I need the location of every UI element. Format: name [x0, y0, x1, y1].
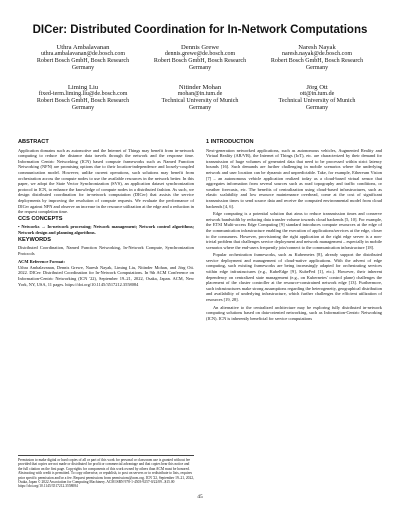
author-block — [28, 44, 138, 72]
author-country: Germany — [305, 105, 329, 111]
author-email[interactable]: uthra.ambalavanan@de.bosch.com — [41, 51, 125, 57]
intro-paragraph: Edge computing is a potential solution that aims to reduce transmission times and conserve network bandwidth by reducing data transfer volume towards cloud backends [5, 10]. For example, the ETSI Multi-access Edge Computing [9] standard introduces compute resources at the edge of the communication infrastructure enabling the execution of applications/services at the edge, closer to the consumers. However, provisioning the right application at the right edge server is a non-trivial problem that challenges service deployment and network management – especially in mobile scenarios where the end-users frequently join/connect to the communication infrastructure [18]. — [206, 211, 382, 250]
author-block — [262, 84, 372, 112]
author-email[interactable]: dennis.grewe@de.bosch.com — [164, 51, 236, 57]
author-block — [145, 84, 255, 112]
author-affiliation: Robert Bosch GmbH, Bosch Research — [36, 98, 130, 104]
author-country: Germany — [305, 65, 329, 71]
intro-paragraph: Next-generation networked applications, such as autonomous vehicles, Augmented Reality and Virtual Reality (AR/VR), the Internet of Things (IoT), etc. are characterized by their demand for transmission of huge volumes of generated data that need to be processed within strict latency bounds [16]. Such demands are further challenging in mobile scenarios where the underlying network and user location can be dynamic and unpredictable. Take, for example, Ethereum Vision [7] – an autonomous vehicle application realized today as a cloud-based virtual sensor that aggregates information from several sources such as road topography and traffic conditions, or weather forecasts, etc. The benefits of centralization using cloud-based infrastructures, such as elastic scalability and low resource maintenance overhead, come at the cost of significant transmission times to send source data and receive the computed environmental model from cloud backends [4, 6]. — [206, 147, 382, 209]
acm-reference-text: Uthra Ambalavanan, Dennis Grewe, Naresh Nayak, Liming Liu, Nitinder Mohan, and Jörg Ott. 2022. DICer: Distributed Coordination for In-Network Computations. In 9th ACM Conference on Information-Centric Networking (ICN '22), September 19–21, 2022, Osaka, Japan. ACM, New York, NY, USA, 11 pages. https://doi.org/10.1145/3517212.3558084 — [18, 264, 194, 287]
author-name: Jörg Ott — [306, 84, 328, 91]
author-name: Liming Liu — [67, 84, 99, 91]
author-country: Germany — [188, 65, 212, 71]
author-row-2 — [28, 84, 372, 112]
ccs-heading: CCS CONCEPTS — [18, 215, 63, 222]
permission-footnote: Permission to make digital or hard copies of all or part of this work for personal or classroom use is granted without fee provided that copies are not made or distributed for profit or commercial advantage and that copies bear this notice and the full citation on the first page. Copyrights for components of this work owned by others than ACM must be honored. Abstracting with credit is permitted. To copy otherwise, or republish, to post on servers or to redistribute to lists, requires prior specific permission and/or a fee. Request permissions from permissions@acm.org. ICN '22, September 19–21, 2022, Osaka, Japan © 2022 Association for Computing Machinery. ACM ISBN 978-1-4503-9257-0/22/09...$15.00 https://doi.org/10.1145/3517212.3558084 — [18, 455, 194, 489]
paper-title: DICer: Distributed Coordination for In-Network Computations — [32, 24, 368, 36]
author-country: Germany — [71, 65, 95, 71]
author-name: Uthra Ambalavanan — [56, 44, 110, 51]
author-name: Dennis Grewe — [181, 44, 219, 51]
right-column — [206, 138, 382, 323]
author-email[interactable]: mohan@in.tum.de — [177, 91, 223, 97]
abstract-heading: ABSTRACT — [18, 139, 49, 145]
author-block — [145, 44, 255, 72]
author-affiliation: Robert Bosch GmbH, Bosch Research — [270, 58, 364, 64]
author-country: Germany — [71, 105, 95, 111]
author-block — [28, 84, 138, 112]
intro-paragraph: Popular orchestration frameworks, such as Kubernetes [8], already support the distributed service deployment and management of cloud-native applications. With the advent of edge computing, such existing frameworks are being increasingly adapted for orchestrating services within edge infrastructures (e.g., KubeEdge [9], KubeFed [1], etc.). However, their inherent dependency on centralized state management (e.g., on Kubernetes' control plane) challenges the placement of the cluster controller at the resource-constrained network edge [13]. Furthermore, such infrastructures make strong assumptions regarding the heterogeneity, geographical distribution and availability of underlying infrastructure, which further challenges the efficient utilization of resources [19, 28]. — [206, 252, 382, 303]
author-affiliation: Robert Bosch GmbH, Bosch Research — [153, 58, 247, 64]
author-email[interactable]: ott@in.tum.de — [299, 91, 335, 97]
author-affiliation: Robert Bosch GmbH, Bosch Research — [36, 58, 130, 64]
left-column — [18, 138, 194, 289]
ccs-concepts: • Networks → In-network processing; Network management; Network control algorithms; Network design and planning algorithms. — [18, 224, 194, 235]
author-affiliation: Technical University of Munich — [278, 98, 356, 104]
page-number: 45 — [197, 494, 203, 500]
author-block — [262, 44, 372, 72]
intro-paragraph: An alternative to the centralized architecture may be exploring fully distributed in-network computing solutions based on data-oriented networking, such as Information-Centric Networking (ICN). ICN is inherently beneficial for service computations — [206, 304, 382, 321]
abstract-text: Application domains such as automotive and the Internet of Things may benefit from in-network computing to reduce the distance data travels through the network and the response time. Information Centric Networking (ICN) based compute frameworks such as Named Function Networking (NFN) are promising options due to their location-independence and loosely-coupled communication model. However, unlike current operations, such solutions may benefit from orchestration across the compute nodes to use the available resources in the network better. In this paper, we adopt the State Vector Synchronization (SVS), an application dataset synchronization protocol in ICN, to enhance the knowledge of compute nodes in a distributed fashion. As such, we design distributed coordination for in-network computation (DICer) that assists the service deployments by improving the resolution of compute requests. We evaluate the performance of DICer against NFN and observe an increase in the resource utilization at the edge and a reduction in the request completion time. — [18, 147, 194, 215]
introduction-heading: 1 INTRODUCTION — [206, 139, 254, 145]
keywords-text: Distributed Coordination, Named Function Networking, In-Network Compute, Synchronization Protocols — [18, 245, 194, 256]
author-country: Germany — [188, 105, 212, 111]
author-affiliation: Technical University of Munich — [161, 98, 239, 104]
author-email[interactable]: naresh.nayak@de.bosch.com — [281, 51, 352, 57]
author-name: Nitinder Mohan — [178, 84, 222, 91]
acm-reference-heading: ACM Reference Format: — [18, 259, 65, 265]
author-row-1 — [28, 44, 372, 72]
author-name: Naresh Nayak — [298, 44, 336, 51]
author-email[interactable]: fixed-term.liming.liu@de.bosch.com — [38, 91, 128, 97]
keywords-heading: KEYWORDS — [18, 236, 51, 243]
